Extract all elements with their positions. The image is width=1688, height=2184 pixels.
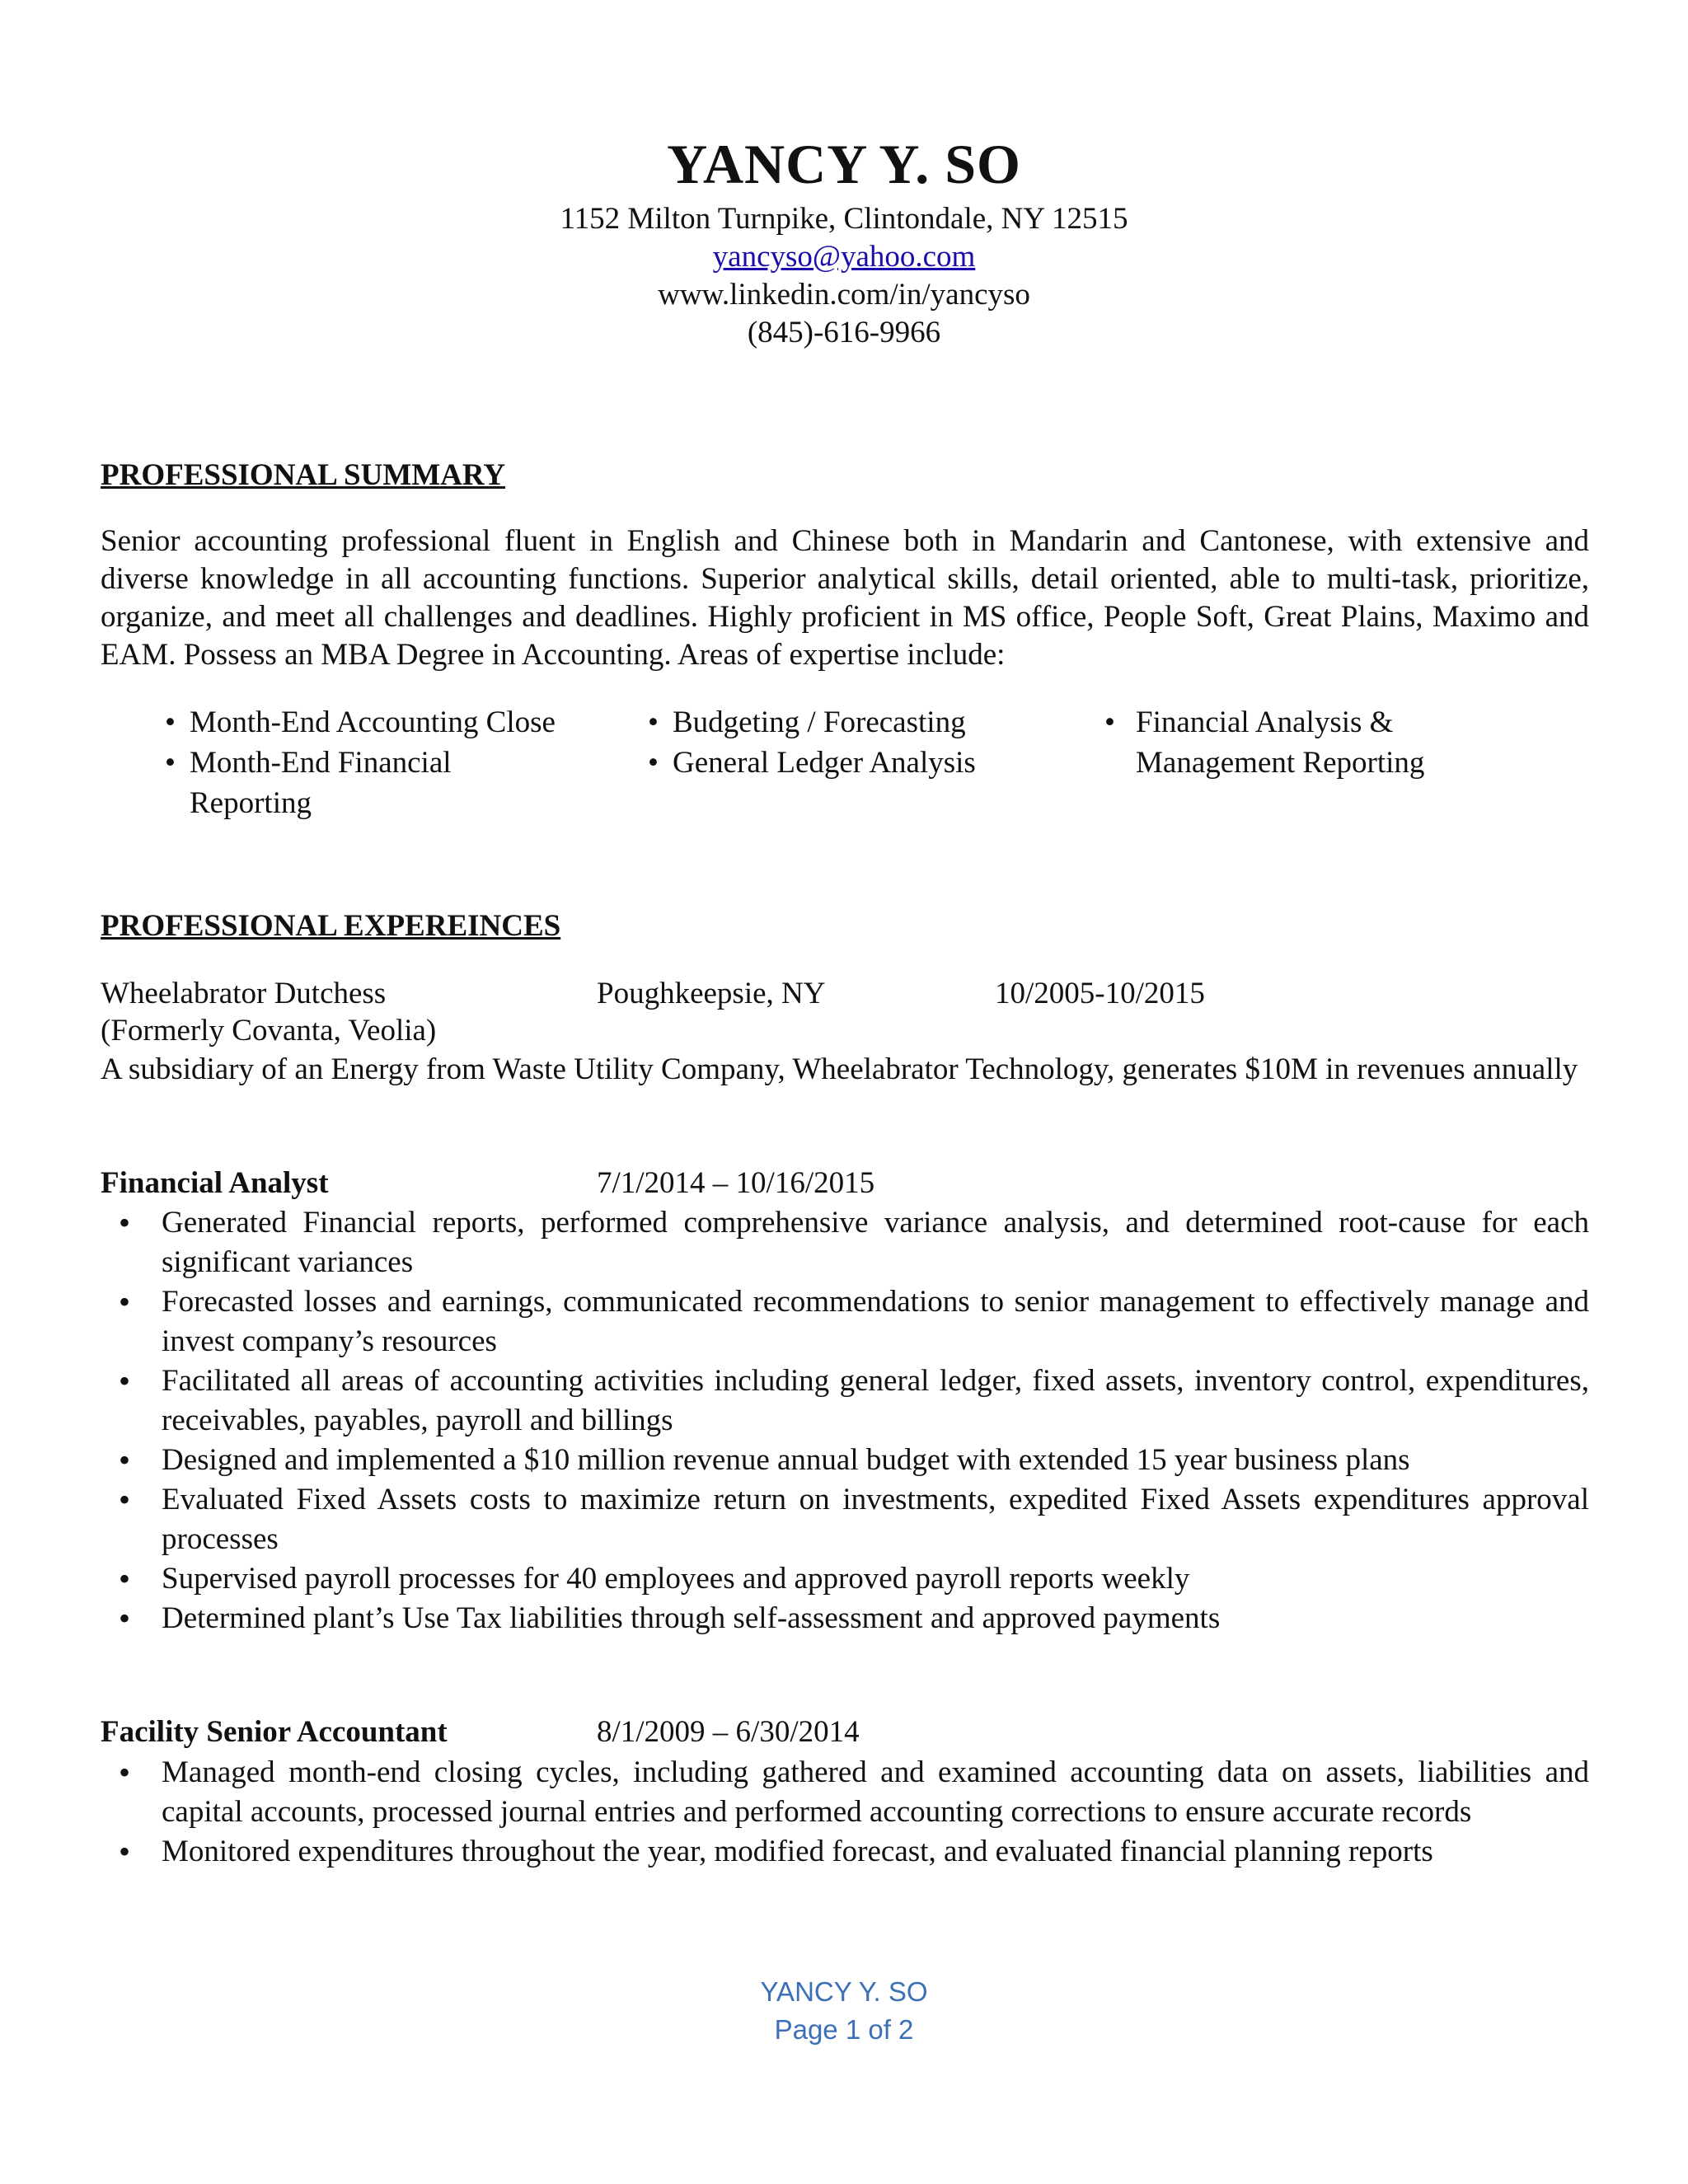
skill-item: • Month-End Accounting Close bbox=[165, 702, 626, 743]
skill-item: • Budgeting / Forecasting bbox=[648, 702, 1043, 743]
role-dates: 7/1/2014 – 10/16/2015 bbox=[597, 1166, 875, 1200]
linkedin-url: www.linkedin.com/in/yancyso bbox=[658, 278, 1030, 312]
phone-number: (845)-616-9966 bbox=[747, 316, 941, 349]
duty-item: • Facilitated all areas of accounting activities including general ledger, fixed assets, inventory control, expenditures, receivables, payables, payroll and billings bbox=[101, 1361, 1589, 1441]
company-dates: 10/2005-10/2015 bbox=[995, 977, 1205, 1010]
role-title: Facility Senior Accountant bbox=[101, 1715, 448, 1749]
skills-column-2 bbox=[648, 702, 1043, 783]
footer-name: YANCY Y. SO bbox=[760, 1976, 928, 2007]
duty-item: • Forecasted losses and earnings, communicated recommendations to senior management to effectively manage and invest company’s resources bbox=[101, 1282, 1589, 1361]
footer-page-number: Page 1 of 2 bbox=[774, 2014, 914, 2045]
duty-item: • Evaluated Fixed Assets costs to maximize return on investments, expedited Fixed Assets expenditures approval processes bbox=[101, 1480, 1589, 1559]
candidate-name: YANCY Y. SO bbox=[667, 133, 1021, 195]
role-1-duties bbox=[101, 1203, 1589, 1638]
duty-item: • Supervised payroll processes for 40 employees and approved payroll reports weekly bbox=[101, 1559, 1589, 1599]
skills-column-1 bbox=[165, 702, 626, 823]
duty-item: • Generated Financial reports, performed comprehensive variance analysis, and determined root-cause for each significant variances bbox=[101, 1203, 1589, 1282]
company-location: Poughkeepsie, NY bbox=[597, 977, 826, 1010]
skill-item: • General Ledger Analysis bbox=[648, 743, 1043, 783]
role-dates: 8/1/2009 – 6/30/2014 bbox=[597, 1715, 860, 1749]
company-formerly: (Formerly Covanta, Veolia) bbox=[101, 1014, 437, 1047]
skills-column-3 bbox=[1104, 702, 1451, 783]
skill-item: • Month-End Financial Reporting bbox=[165, 743, 486, 823]
summary-heading: PROFESSIONAL SUMMARY bbox=[101, 458, 506, 492]
skill-item: • Financial Analysis & Management Reporting bbox=[1104, 702, 1449, 783]
summary-text: Senior accounting professional fluent in English and Chinese both in Mandarin and Cantonese, with extensive and diverse knowledge in all accounting functions. Superior analytical skills, detail oriented, able to multi-task, prioritize, organize, and meet all challenges and deadlines. Highly proficient in MS office, People Soft, Great Plains, Maximo and EAM. Possess an MBA Degree in Accounting. Areas of expertise include: bbox=[101, 524, 1589, 672]
address: 1152 Milton Turnpike, Clintondale, NY 12515 bbox=[560, 202, 1128, 236]
company-description: A subsidiary of an Energy from Waste Utility Company, Wheelabrator Technology, generates $10M in revenues annually bbox=[101, 1052, 1578, 1086]
email-link[interactable]: yancyso@yahoo.com bbox=[712, 240, 976, 274]
experience-heading: PROFESSIONAL EXPEREINCES bbox=[101, 909, 561, 943]
duty-item: • Monitored expenditures throughout the year, modified forecast, and evaluated financial planning reports bbox=[101, 1832, 1589, 1872]
email-row bbox=[0, 239, 1688, 274]
duty-item: • Determined plant’s Use Tax liabilities through self-assessment and approved payments bbox=[101, 1599, 1589, 1638]
role-title: Financial Analyst bbox=[101, 1166, 329, 1200]
duty-item: • Designed and implemented a $10 million revenue annual budget with extended 15 year business plans bbox=[101, 1441, 1589, 1480]
company-name: Wheelabrator Dutchess bbox=[101, 977, 387, 1010]
duty-item: • Managed month-end closing cycles, including gathered and examined accounting data on assets, liabilities and capital accounts, processed journal entries and performed accounting corrections to ensure accurate records bbox=[101, 1753, 1589, 1832]
role-2-duties bbox=[101, 1753, 1589, 1872]
